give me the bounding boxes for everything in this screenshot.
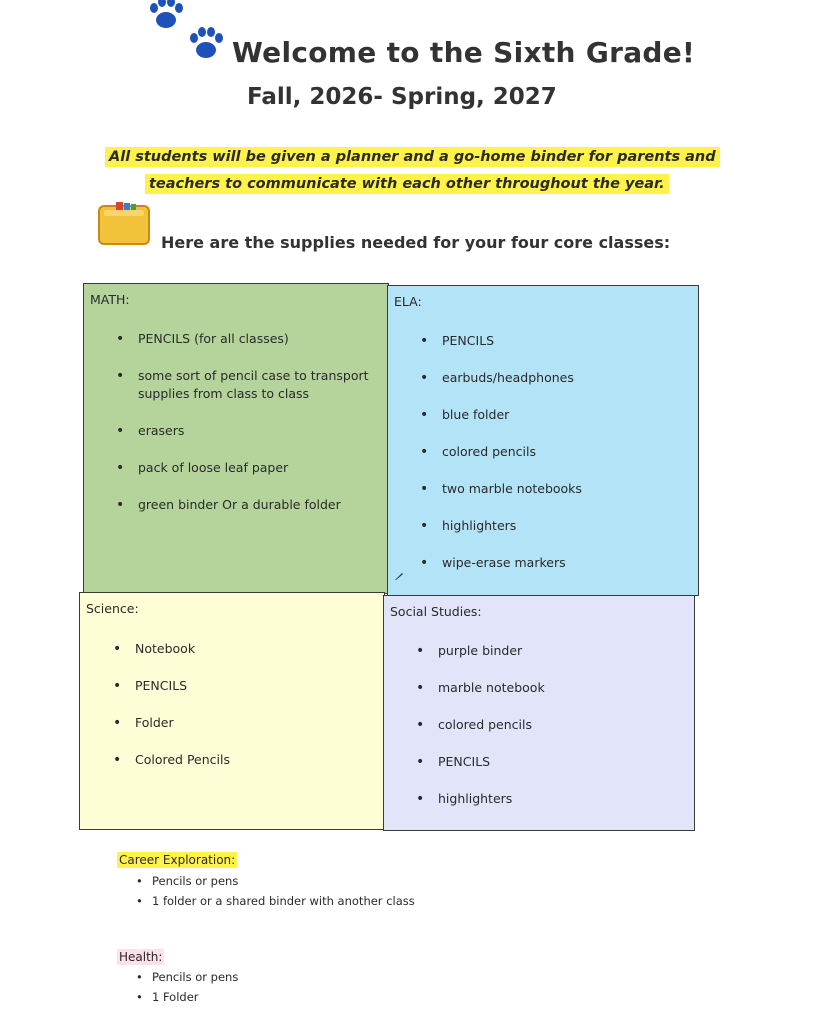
health-supply-list (152, 968, 238, 1007)
list-item: • Pencils or pens (152, 968, 238, 988)
list-item: • green binder Or a durable folder (138, 496, 388, 514)
list-item: • highlighters (438, 790, 678, 808)
list-item: • 1 Folder (152, 988, 238, 1008)
list-item: • 1 folder or a shared binder with another class (152, 892, 415, 912)
list-item: • PENCILS (438, 753, 678, 771)
list-item: • blue folder (442, 406, 682, 424)
school-year-subtitle: Fall, 2026- Spring, 2027 (247, 84, 557, 110)
ela-supply-list (442, 332, 682, 591)
supplies-heading: Here are the supplies needed for your four core classes: (161, 233, 671, 252)
social-studies-title: Social Studies: (390, 604, 482, 619)
health-title: Health: (119, 950, 163, 964)
list-item: • purple binder (438, 642, 678, 660)
list-item: • colored pencils (438, 716, 678, 734)
list-item: • colored pencils (442, 443, 682, 461)
science-title: Science: (86, 601, 139, 616)
ela-supplies-box (387, 285, 699, 596)
paw-print-icon (186, 24, 226, 64)
intro-line-2: teachers to communicate with each other throughout the year. (145, 174, 669, 194)
ela-title: ELA: (394, 294, 422, 309)
list-item: • Colored Pencils (135, 751, 365, 769)
math-supply-list (138, 330, 388, 533)
list-item: • wipe-erase markers (442, 554, 682, 572)
career-supply-list (152, 872, 415, 911)
list-item: • PENCILS (for all classes) (138, 330, 388, 348)
list-item: • earbuds/headphones (442, 369, 682, 387)
math-title: MATH: (90, 292, 130, 307)
list-item: • PENCILS (442, 332, 682, 350)
list-item: • two marble notebooks (442, 480, 682, 498)
list-item: • PENCILS (135, 677, 365, 695)
list-item: • erasers (138, 422, 388, 440)
list-item: • Pencils or pens (152, 872, 415, 892)
folder-icon (96, 200, 152, 248)
social-studies-supply-list (438, 642, 678, 827)
pen-mark-icon (394, 571, 404, 581)
intro-line-1: All students will be given a planner and a go-home binder for parents and (105, 147, 720, 167)
science-supply-list (135, 640, 365, 788)
list-item: • Folder (135, 714, 365, 732)
page-title: Welcome to the Sixth Grade! (232, 36, 696, 69)
paw-print-icon (146, 0, 186, 34)
list-item: • highlighters (442, 517, 682, 535)
list-item: • Notebook (135, 640, 365, 658)
list-item: • pack of loose leaf paper (138, 459, 388, 477)
list-item: • some sort of pencil case to transport supplies from class to class (138, 367, 388, 403)
social-studies-supplies-box (383, 595, 695, 831)
science-supplies-box (79, 592, 385, 830)
math-supplies-box (83, 283, 389, 594)
list-item: • marble notebook (438, 679, 678, 697)
career-exploration-title: Career Exploration: (119, 853, 236, 867)
